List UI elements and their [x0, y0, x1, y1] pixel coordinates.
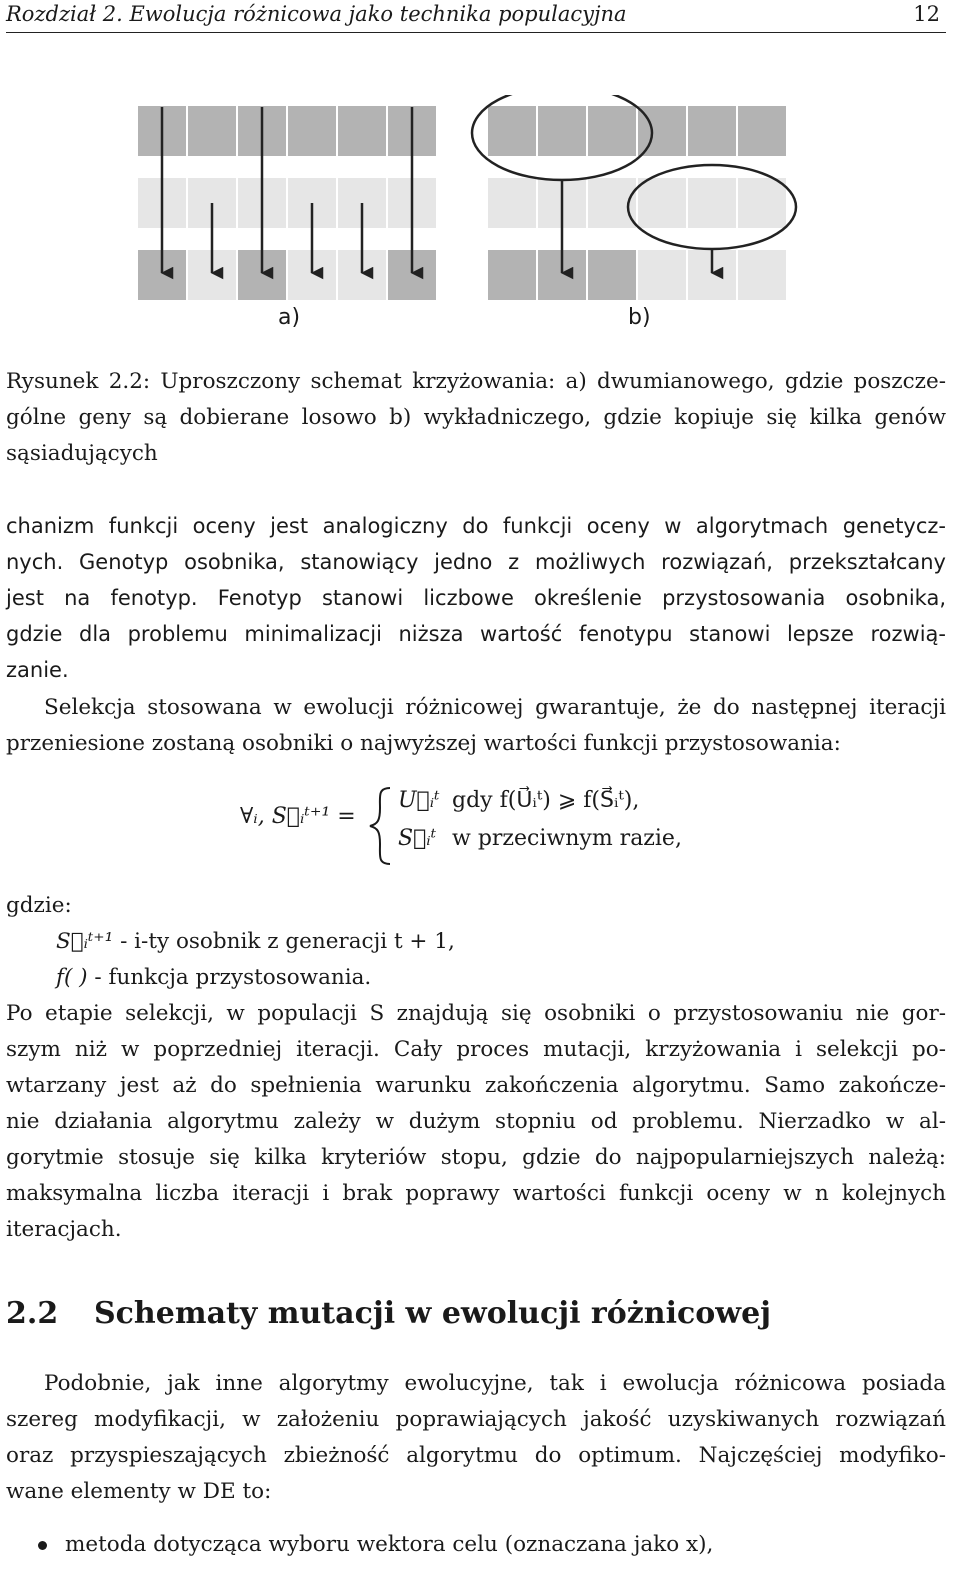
panel-a — [137, 105, 437, 301]
bullet-dot-icon — [38, 1541, 47, 1550]
paragraph-line: wane elementy w DE to: — [6, 1479, 272, 1504]
case2-value: S⃗ᵢᵗ — [398, 826, 437, 851]
selection-equation — [240, 782, 840, 872]
running-header — [6, 0, 946, 33]
paragraph-line: jest na fenotyp. Fenotyp stanowi liczbowe określenie przystosowania osobnika, — [6, 586, 946, 610]
parent-row-b — [487, 105, 787, 157]
section-number: 2.2 — [6, 1296, 59, 1331]
paragraph-line: przeniesione zostaną osobniki o najwyższej wartości funkcji przystosowania: — [6, 731, 841, 756]
where-text: - i-ty osobnik z generacji t + 1, — [120, 929, 455, 954]
where-block — [6, 888, 946, 996]
panel-b — [472, 95, 796, 301]
paragraph-line: gorytmie stosuje się kilka kryteriów stopu, gdzie do najpopularniejszych należą: — [6, 1145, 946, 1170]
bullet-text: metoda dotycząca wyboru wektora celu (oznaczana jako x), — [65, 1532, 714, 1557]
bullet-item — [38, 1532, 713, 1557]
crossover-figure — [130, 95, 810, 355]
case2-condition: w przeciwnym razie, — [452, 826, 682, 851]
paragraph-line: Podobnie, jak inne algorytmy ewolucyjne, tak i ewolucja różnicowa posiada — [44, 1371, 946, 1396]
paragraph-line: szym niż w poprzedniej iteracji. Cały proces mutacji, krzyżowania i selekcji po- — [6, 1037, 946, 1062]
where-symbol: f( ) — [56, 965, 88, 990]
case1-value: U⃗ᵢᵗ — [398, 788, 440, 813]
figure-label-b: b) — [628, 305, 651, 330]
paragraph-fitness — [6, 508, 946, 688]
parent-row-a — [137, 105, 437, 157]
donor-row-b — [487, 177, 787, 229]
paragraph-line: chanizm funkcji oceny jest analogiczny do funkcji oceny w algorytmach genetycz- — [6, 514, 946, 538]
where-text: - funkcja przystosowania. — [94, 965, 372, 990]
paragraph-line: zanie. — [6, 658, 69, 682]
child-row-b — [487, 249, 787, 301]
left-brace — [368, 786, 394, 866]
where-item — [6, 960, 946, 996]
where-item — [6, 924, 946, 960]
paragraph-line: oraz przyspieszających zbieżność algorytmu do optimum. Najczęściej modyfiko- — [6, 1443, 946, 1468]
paragraph-line: wtarzany jest aż do spełnienia warunku zakończenia algorytmu. Samo zakończe- — [6, 1073, 946, 1098]
chapter-title: Rozdział 2. Ewolucja różnicowa jako technika populacyjna — [6, 2, 627, 26]
paragraph-line: nych. Genotyp osobnika, stanowiący jedno z możliwych rozwiązań, przekształcany — [6, 550, 946, 574]
paragraph-modifications — [6, 1366, 946, 1510]
where-symbol: S⃗ᵢᵗ⁺¹ — [56, 929, 114, 954]
figure-label-a: a) — [278, 305, 301, 330]
paragraph-selection — [6, 690, 946, 762]
caption-line: sąsiadujących — [6, 441, 158, 466]
paragraph-line: maksymalna liczba iteracji i brak poprawy wartości funkcji oceny w n kolejnych — [6, 1181, 946, 1206]
page-number: 12 — [913, 2, 940, 26]
where-label: gdzie: — [6, 893, 72, 918]
caption-line: gólne geny są dobierane losowo b) wykładniczego, gdzie kopiuje się kilka genów — [6, 405, 946, 430]
section-title: Schematy mutacji w ewolucji różnicowej — [94, 1296, 772, 1331]
paragraph-line: szereg modyfikacji, w założeniu poprawiających jakość uzyskiwanych rozwiązań — [6, 1407, 946, 1432]
child-row-a — [137, 249, 437, 301]
paragraph-line: Selekcja stosowana w ewolucji różnicowej gwarantuje, że do następnej iteracji — [44, 695, 946, 720]
donor-row-a — [137, 177, 437, 229]
paragraph-stop-criteria — [6, 996, 946, 1248]
paragraph-line: gdzie dla problemu minimalizacji niższa wartość fenotypu stanowi lepsze rozwią- — [6, 622, 946, 646]
paragraph-line: Po etapie selekcji, w populacji S znajdują się osobniki o przystosowaniu nie gor- — [6, 1001, 946, 1026]
caption-line: Rysunek 2.2: Uproszczony schemat krzyżowania: a) dwumianowego, gdzie poszcze- — [6, 369, 946, 394]
figure-caption — [6, 364, 946, 472]
case1-condition: gdy f(U⃗ᵢᵗ) ⩾ f(S⃗ᵢᵗ), — [452, 788, 640, 813]
paragraph-line: nie działania algorytmu zależy w dużym stopniu od problemu. Nierzadko w al- — [6, 1109, 946, 1134]
equation-lhs: ∀ᵢ, S⃗ᵢᵗ⁺¹ = — [240, 804, 356, 829]
section-heading — [6, 1296, 771, 1331]
paragraph-line: iteracjach. — [6, 1217, 122, 1242]
crossover-diagram — [130, 95, 810, 305]
